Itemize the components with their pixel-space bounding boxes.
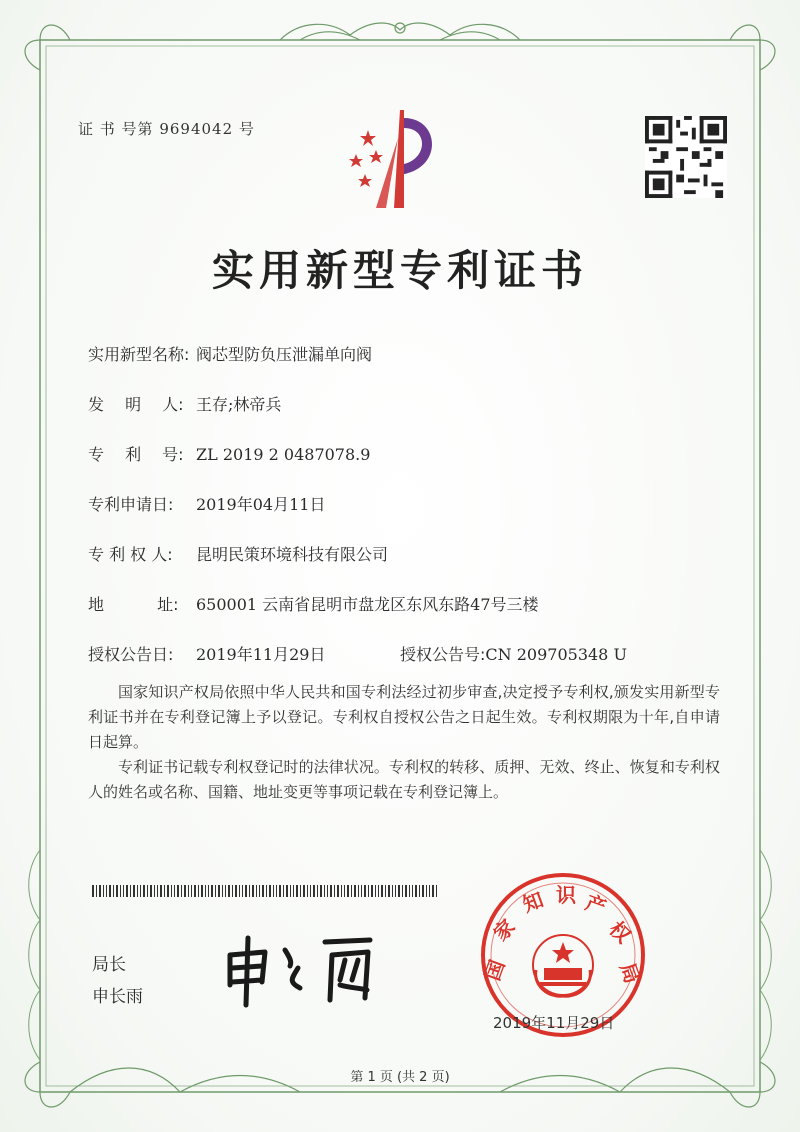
field-address-row bbox=[88, 592, 539, 615]
field-address-value: 650001 云南省昆明市盘龙区东风东路47号三楼 bbox=[196, 595, 539, 614]
signatory-title: 局长 bbox=[92, 955, 126, 975]
page-indicator: 第 1 页 (共 2 页) bbox=[350, 1070, 450, 1085]
cnipa-logo bbox=[338, 108, 448, 213]
field-patent-no-row bbox=[88, 442, 370, 465]
field-address-label: 地 址: bbox=[88, 595, 179, 614]
field-grant-date-value: 2019年11月29日 bbox=[196, 645, 326, 664]
field-grant-no-value: CN 209705348 U bbox=[485, 645, 627, 664]
field-grant-date-row bbox=[88, 642, 325, 665]
field-filing-date-label: 专利申请日: bbox=[88, 495, 174, 514]
qr-code bbox=[645, 116, 727, 198]
field-patentee-value: 昆明民策环境科技有限公司 bbox=[196, 545, 389, 564]
issue-date: 2019年11月29日 bbox=[493, 1014, 615, 1032]
field-grant-no-label: 授权公告号: bbox=[400, 645, 486, 664]
field-grant-date-label: 授权公告日: bbox=[88, 645, 174, 664]
field-patentee-row bbox=[88, 542, 388, 565]
svg-text:国: 国 bbox=[480, 956, 510, 984]
signatory-name: 申长雨 bbox=[92, 987, 143, 1007]
field-grant-no-row bbox=[400, 642, 627, 665]
field-patent-no-value: ZL 2019 2 0487078.9 bbox=[196, 445, 371, 464]
svg-text:知: 知 bbox=[519, 887, 547, 917]
certificate-number: 证 书 号第 9694042 号 bbox=[78, 120, 255, 138]
field-patentee-label: 专 利 权 人: bbox=[88, 545, 173, 564]
svg-text:家: 家 bbox=[488, 914, 520, 946]
field-name-label: 实用新型名称: bbox=[88, 345, 190, 364]
field-inventor-label: 发 明 人: bbox=[88, 395, 184, 414]
field-filing-date-value: 2019年04月11日 bbox=[196, 495, 326, 514]
svg-text:产: 产 bbox=[582, 890, 610, 920]
barcode bbox=[92, 885, 442, 897]
svg-text:局: 局 bbox=[615, 959, 645, 987]
field-name-value: 阀芯型防负压泄漏单向阀 bbox=[196, 345, 373, 364]
field-inventor-row bbox=[88, 392, 281, 415]
field-name-row bbox=[88, 342, 372, 365]
body-paragraph-2: 专利证书记载专利权登记时的法律状况。专利权的转移、质押、无效、终止、恢复和专利权人的姓名或名称、国籍、地址变更等事项记载在专利登记簿上。 bbox=[88, 758, 720, 801]
field-filing-date-row bbox=[88, 492, 325, 515]
document-title: 实用新型专利证书 bbox=[211, 246, 588, 295]
field-patent-no-label: 专 利 号: bbox=[88, 445, 184, 464]
body-paragraph-1: 国家知识产权局依照中华人民共和国专利法经过初步审查,决定授予专利权,颁发实用新型专利证书并在专利登记簿上予以登记。专利权自授权公告之日起生效。专利权期限为十年,自申请日起算。 bbox=[88, 683, 720, 751]
svg-text:识: 识 bbox=[556, 883, 576, 907]
handwritten-signature bbox=[220, 930, 410, 1010]
field-inventor-value: 王存;林帝兵 bbox=[196, 395, 282, 414]
svg-text:权: 权 bbox=[604, 916, 636, 948]
